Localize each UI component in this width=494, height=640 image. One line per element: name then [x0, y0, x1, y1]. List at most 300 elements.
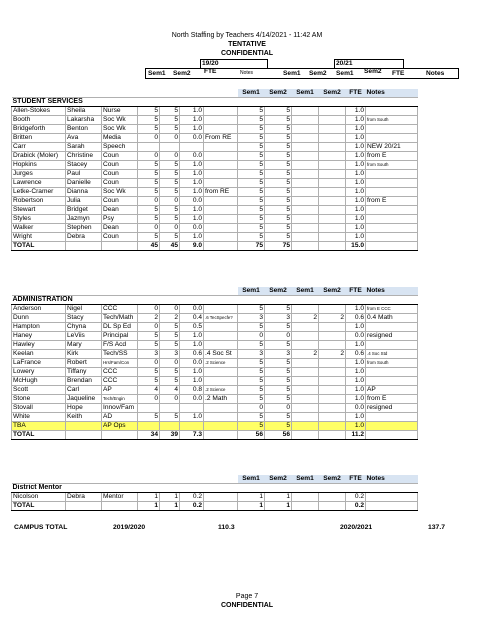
top-sem1-b: Sem1 [283, 70, 301, 77]
table-cell [204, 197, 238, 206]
table-cell: Keith [66, 413, 102, 422]
table-cell: 0 [138, 224, 160, 233]
table-cell: AP [366, 386, 418, 395]
table-cell: Ava [66, 134, 102, 143]
table-cell: 1.0 [346, 386, 366, 395]
table-cell [292, 206, 319, 215]
table-cell: 5 [265, 107, 292, 116]
top-sem2-a: Sem2 [173, 70, 191, 77]
table-cell: 1.0 [180, 368, 204, 377]
table-cell: from RE [204, 188, 238, 197]
table-row [12, 422, 418, 431]
year-2021-label: 20/21 [336, 60, 353, 67]
table-row [12, 323, 418, 332]
table-cell: Sarah [66, 143, 102, 152]
table-cell: 5 [238, 386, 265, 395]
table-cell: 1.0 [180, 233, 204, 242]
table-cell: Soc Wk [102, 116, 138, 125]
column-header: Sem1 [292, 287, 319, 296]
top-notes-small: Notes [240, 70, 254, 76]
table-cell [319, 323, 346, 332]
table-cell: 0.0 [346, 332, 366, 341]
table-cell: Robert [66, 359, 102, 368]
table-cell: 1.0 [346, 395, 366, 404]
table-row [12, 134, 418, 143]
table-cell: 1.0 [346, 188, 366, 197]
table-cell [292, 305, 319, 314]
table-cell: Carl [66, 386, 102, 395]
table-cell: 0 [160, 305, 180, 314]
table-cell: 3 [160, 350, 180, 359]
table-cell: 1.0 [346, 107, 366, 116]
table-cell [204, 170, 238, 179]
table-cell: 0.0 [180, 152, 204, 161]
table-cell: 1.0 [180, 377, 204, 386]
table-cell: 5 [238, 215, 265, 224]
table-cell: Walker [12, 224, 66, 233]
section-row [12, 296, 418, 305]
table-cell: 5 [238, 422, 265, 431]
table-cell: 5 [265, 170, 292, 179]
table-cell: 0 [138, 323, 160, 332]
table-cell: 5 [238, 170, 265, 179]
table-cell [319, 215, 346, 224]
table-cell: 5 [138, 215, 160, 224]
table-cell [204, 233, 238, 242]
table-cell: 5 [138, 161, 160, 170]
total-row [12, 502, 418, 511]
table-cell: TOTAL [12, 242, 66, 251]
table-cell [366, 134, 418, 143]
campus-year1: 2019/2020 [113, 524, 146, 531]
table-cell: 34 [138, 431, 160, 440]
table-cell: 5 [265, 125, 292, 134]
table-cell: 5 [138, 368, 160, 377]
table-cell: .4 Soc Std [366, 350, 418, 359]
table-cell: 0 [160, 197, 180, 206]
table-cell: 5 [160, 179, 180, 188]
table-cell: 5 [238, 359, 265, 368]
table-cell: 5 [238, 323, 265, 332]
table-cell [319, 386, 346, 395]
table-cell: 0 [265, 404, 292, 413]
table-cell [66, 242, 102, 251]
table-cell: Dianna [66, 188, 102, 197]
table-cell [292, 107, 319, 116]
table-cell [319, 422, 346, 431]
table-cell: 5 [160, 233, 180, 242]
table-cell [319, 332, 346, 341]
table-cell: Tech/Math [102, 314, 138, 323]
table-cell: from South [366, 161, 418, 170]
table-cell: 5 [138, 413, 160, 422]
table-cell: Scott [12, 386, 66, 395]
table-cell: 1 [265, 502, 292, 511]
top-sem1-c: Sem1 [336, 70, 354, 77]
table-cell: Stacey [66, 161, 102, 170]
table-cell [319, 197, 346, 206]
table-cell: .4 Soc St [204, 350, 238, 359]
table-cell [180, 143, 204, 152]
table-cell: Carr [12, 143, 66, 152]
table-cell: 3 [265, 350, 292, 359]
table-cell: 5 [160, 215, 180, 224]
table-cell: Allen-Stokes [12, 107, 66, 116]
table-row [12, 493, 418, 502]
campus-value2: 137.7 [428, 524, 446, 531]
top-fte-b: FTE [392, 70, 405, 77]
table-cell: 5 [160, 116, 180, 125]
table-cell [204, 161, 238, 170]
table-cell [204, 431, 238, 440]
section-title: District Mentor [12, 484, 418, 493]
table-cell: 0.0 [180, 197, 204, 206]
table-cell [319, 242, 346, 251]
table-cell: 5 [265, 134, 292, 143]
table-cell: 0.2 [180, 502, 204, 511]
column-header: Notes [366, 287, 418, 296]
district-mentor-table [11, 475, 418, 511]
table-cell: Bridget [66, 206, 102, 215]
table-cell: 1.0 [346, 179, 366, 188]
table-cell: Bridgeforth [12, 125, 66, 134]
table-cell: 4 [138, 386, 160, 395]
table-cell: 0 [265, 332, 292, 341]
table-cell: 1 [238, 493, 265, 502]
table-cell: 1.0 [346, 377, 366, 386]
table-cell: Drabick (Moler) [12, 152, 66, 161]
table-cell: 5 [265, 395, 292, 404]
table-cell: 0.4 [180, 314, 204, 323]
table-cell [138, 143, 160, 152]
table-cell: 5 [138, 116, 160, 125]
table-cell: 0 [138, 152, 160, 161]
table-cell: Britten [12, 134, 66, 143]
table-cell: Wright [12, 233, 66, 242]
table-cell: 5 [138, 170, 160, 179]
table-cell: CCC [102, 377, 138, 386]
table-cell: 5 [265, 413, 292, 422]
table-cell: 0 [238, 332, 265, 341]
table-cell [319, 377, 346, 386]
table-cell: F/S Acd [102, 341, 138, 350]
table-cell: 1.0 [180, 170, 204, 179]
report-title: North Staffing by Teachers 4/14/2021 - 11:42 AM [171, 32, 323, 39]
table-cell [366, 422, 418, 431]
table-cell: Coun [102, 233, 138, 242]
table-cell: 1 [138, 493, 160, 502]
table-row [12, 341, 418, 350]
table-cell: 1.0 [180, 215, 204, 224]
table-cell [138, 422, 160, 431]
table-cell: 5 [138, 188, 160, 197]
table-cell [292, 341, 319, 350]
table-cell: 5 [238, 125, 265, 134]
table-cell: Media [102, 134, 138, 143]
table-cell [366, 107, 418, 116]
table-cell: 5 [160, 332, 180, 341]
table-cell [204, 107, 238, 116]
table-cell [292, 197, 319, 206]
table-cell: 5 [138, 233, 160, 242]
table-cell: 0.0 [180, 395, 204, 404]
table-cell: 5 [265, 116, 292, 125]
table-cell: 5 [238, 233, 265, 242]
table-cell: .2 Science [204, 386, 238, 395]
table-cell: 1.0 [346, 116, 366, 125]
table-cell: 1.0 [346, 170, 366, 179]
table-cell [366, 502, 418, 511]
table-cell: 5 [138, 179, 160, 188]
table-row [12, 413, 418, 422]
table-cell [292, 413, 319, 422]
table-cell [366, 341, 418, 350]
table-cell [204, 224, 238, 233]
table-cell: 75 [238, 242, 265, 251]
table-cell [366, 215, 418, 224]
table-cell: Tiffany [66, 368, 102, 377]
table-cell [366, 125, 418, 134]
table-row [12, 107, 418, 116]
table-cell [204, 305, 238, 314]
table-cell: 5 [265, 368, 292, 377]
table-cell: 0.0 [180, 134, 204, 143]
table-cell: 1.0 [346, 233, 366, 242]
table-cell: 1.0 [180, 188, 204, 197]
table-cell: 5 [238, 413, 265, 422]
table-row [12, 197, 418, 206]
table-cell: 5 [265, 359, 292, 368]
table-cell: Danielle [66, 179, 102, 188]
table-cell: Letke-Cramer [12, 188, 66, 197]
table-cell [319, 125, 346, 134]
table-row [12, 161, 418, 170]
table-cell: LaFrance [12, 359, 66, 368]
column-header: Sem1 [292, 475, 319, 484]
table-cell: 5 [238, 377, 265, 386]
column-header: FTE [346, 475, 366, 484]
table-cell: 15.0 [346, 242, 366, 251]
table-cell: 9.0 [180, 242, 204, 251]
table-cell: 5 [160, 377, 180, 386]
table-row [12, 152, 418, 161]
table-cell [292, 332, 319, 341]
table-cell: 5 [265, 206, 292, 215]
table-cell: Stacy [66, 314, 102, 323]
column-header: Sem1 [238, 475, 265, 484]
table-cell: McHugh [12, 377, 66, 386]
table-row [12, 179, 418, 188]
table-cell [66, 502, 102, 511]
table-row [12, 206, 418, 215]
table-cell: 5 [238, 116, 265, 125]
section-title: STUDENT SERVICES [12, 98, 418, 107]
table-cell: 5 [265, 152, 292, 161]
table-cell: 0.6 [346, 314, 366, 323]
table-cell [204, 341, 238, 350]
confidential-label: CONFIDENTIAL [220, 50, 274, 57]
table-cell: Haney [12, 332, 66, 341]
table-cell: Sheila [66, 107, 102, 116]
table-cell: 0 [160, 395, 180, 404]
table-cell: TOTAL [12, 431, 66, 440]
table-cell: Mary [66, 341, 102, 350]
table-cell: 0 [238, 404, 265, 413]
table-row [12, 125, 418, 134]
table-cell [204, 242, 238, 251]
table-cell: Hawley [12, 341, 66, 350]
column-header: Sem1 [238, 89, 265, 98]
table-cell [204, 377, 238, 386]
table-row [12, 404, 418, 413]
table-cell: Mentor [102, 493, 138, 502]
table-cell: .2 Math [204, 395, 238, 404]
table-cell: 1.0 [346, 215, 366, 224]
table-cell: Lakarsha [66, 116, 102, 125]
table-cell [292, 215, 319, 224]
table-cell [204, 493, 238, 502]
table-cell: 5 [265, 143, 292, 152]
table-cell: Kirk [66, 350, 102, 359]
campus-year2: 2020/2021 [340, 524, 373, 531]
table-cell: TBA [12, 422, 66, 431]
table-cell: 5 [138, 341, 160, 350]
table-row [12, 305, 418, 314]
table-cell: 5 [265, 323, 292, 332]
table-cell: from South [366, 359, 418, 368]
table-row [12, 332, 418, 341]
table-cell: 1.0 [346, 368, 366, 377]
table-row [12, 386, 418, 395]
table-cell: 2 [138, 314, 160, 323]
table-cell [204, 422, 238, 431]
table-cell [292, 179, 319, 188]
table-cell: 5 [238, 224, 265, 233]
table-cell [319, 116, 346, 125]
table-cell: Coun [102, 197, 138, 206]
table-cell [204, 404, 238, 413]
table-cell [292, 125, 319, 134]
table-cell: 5 [138, 377, 160, 386]
table-cell: TOTAL [12, 502, 66, 511]
table-cell: 5 [238, 152, 265, 161]
table-cell [292, 395, 319, 404]
column-header: Sem2 [265, 287, 292, 296]
table-cell [366, 323, 418, 332]
column-header: Sem2 [265, 89, 292, 98]
table-cell: AP Ops [102, 422, 138, 431]
table-cell [292, 404, 319, 413]
table-cell: 1.0 [346, 206, 366, 215]
table-cell: 5 [265, 233, 292, 242]
table-cell: from E [366, 197, 418, 206]
table-cell [102, 502, 138, 511]
table-cell [204, 323, 238, 332]
table-cell: AD [102, 413, 138, 422]
table-cell: 5 [138, 332, 160, 341]
table-cell [138, 404, 160, 413]
table-cell: 56 [238, 431, 265, 440]
table-cell: 4 [160, 386, 180, 395]
table-cell: 0.0 [180, 359, 204, 368]
table-cell [204, 206, 238, 215]
table-cell [319, 502, 346, 511]
table-cell: Benton [66, 125, 102, 134]
table-cell: Anderson [12, 305, 66, 314]
table-cell: 5 [238, 197, 265, 206]
table-cell: 1 [238, 502, 265, 511]
table-cell: 5 [238, 368, 265, 377]
table-cell: Chyna [66, 323, 102, 332]
table-cell [160, 404, 180, 413]
table-cell [204, 413, 238, 422]
table-cell: 0.2 [346, 493, 366, 502]
table-cell: resigned [366, 332, 418, 341]
table-cell: 2 [292, 350, 319, 359]
table-cell: 1.0 [346, 341, 366, 350]
table-cell: 0 [138, 359, 160, 368]
table-cell: 5 [160, 188, 180, 197]
table-cell [102, 431, 138, 440]
table-cell: 5 [138, 206, 160, 215]
table-cell [319, 143, 346, 152]
table-cell: 0 [138, 134, 160, 143]
table-cell [292, 224, 319, 233]
table-cell: 5 [138, 107, 160, 116]
column-header: Sem2 [319, 475, 346, 484]
table-cell: 5 [238, 188, 265, 197]
table-cell: 2 [160, 314, 180, 323]
table-cell: Julia [66, 197, 102, 206]
column-header: Sem2 [319, 89, 346, 98]
table-row [12, 215, 418, 224]
table-cell: Coun [102, 179, 138, 188]
table-cell: Jazmyn [66, 215, 102, 224]
table-cell: 5 [160, 413, 180, 422]
tentative-label: TENTATIVE [228, 41, 266, 48]
table-row [12, 143, 418, 152]
table-cell: 0 [138, 197, 160, 206]
table-cell: 5 [265, 341, 292, 350]
campus-total-label: CAMPUS TOTAL [14, 524, 68, 531]
table-cell: 1.0 [180, 161, 204, 170]
table-cell [292, 116, 319, 125]
column-header-row [12, 89, 418, 98]
table-cell [160, 422, 180, 431]
table-cell: 1 [160, 502, 180, 511]
table-cell [319, 359, 346, 368]
table-cell: from E CCC [366, 305, 418, 314]
table-row [12, 116, 418, 125]
section-row [12, 98, 418, 107]
table-cell [366, 413, 418, 422]
table-cell: 5 [238, 395, 265, 404]
table-cell: Hopkins [12, 161, 66, 170]
table-cell [319, 161, 346, 170]
table-cell [160, 143, 180, 152]
table-cell [292, 323, 319, 332]
table-cell: 1.0 [346, 152, 366, 161]
table-cell: 5 [265, 305, 292, 314]
table-cell [204, 332, 238, 341]
table-cell [204, 368, 238, 377]
table-cell: 1.0 [180, 179, 204, 188]
table-cell [319, 152, 346, 161]
table-cell: NEW 20/21 [366, 143, 418, 152]
table-cell: .6 TecSpecfe? [204, 314, 238, 323]
table-cell: 2 [292, 314, 319, 323]
table-cell: 0.6 [346, 350, 366, 359]
